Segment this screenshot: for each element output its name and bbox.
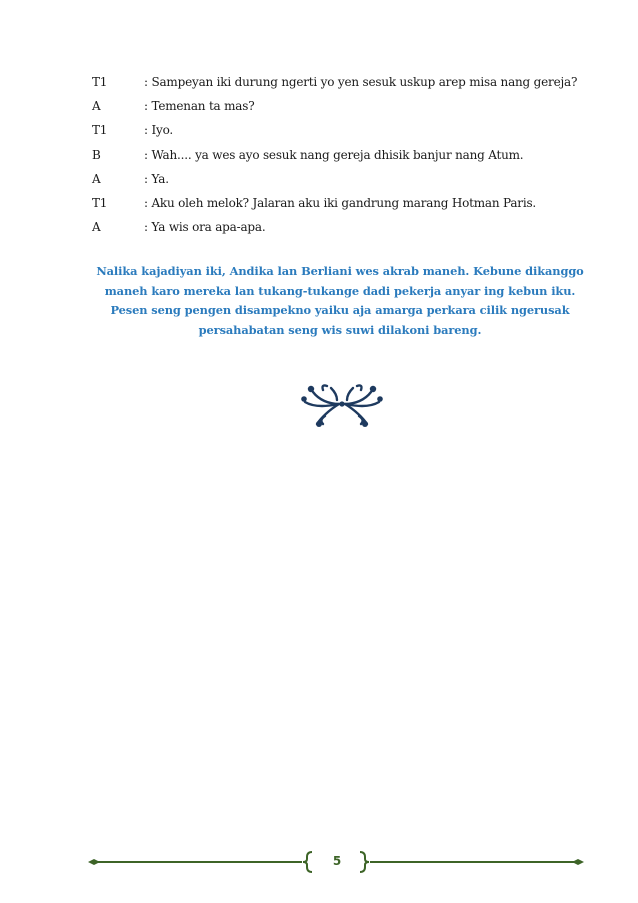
- dialogue-block: [92, 74, 592, 243]
- page-footer: [88, 848, 584, 878]
- speaker-label: B: [92, 147, 101, 162]
- speaker-label: A: [92, 99, 101, 114]
- speaker-label: T1: [92, 75, 108, 89]
- dialogue-line: [92, 195, 592, 219]
- speech-text: : Aku oleh melok? Jalaran aku iki gandrung marang Hotman Paris.: [144, 195, 537, 210]
- speaker-label: A: [92, 220, 101, 235]
- speech-text: : Sampeyan iki durung ngerti yo yen sesuk uskup arep misa nang gereja?: [144, 75, 578, 89]
- speech-text: : Ya.: [144, 171, 169, 186]
- dialogue-line: [92, 219, 592, 243]
- dialogue-line: [92, 98, 592, 122]
- page-number: 5: [332, 854, 342, 868]
- dialogue-line: [92, 74, 592, 98]
- dialogue-line: [92, 171, 592, 195]
- speaker-label: T1: [92, 195, 108, 210]
- narration-paragraph: Nalika kajadiyan iki, Andika lan Berliani wes akrab maneh. Kebune dikanggo maneh karo mereka lan tukang-tukange dadi pekerja anyar ing kebun iku. Pesen seng pengen disampekno yaiku aja amarga perkara cilik ngerusak persahabatan seng wis suwi dilakoni bareng.: [96, 264, 584, 337]
- speaker-label: T1: [92, 123, 108, 138]
- speech-text: : Temenan ta mas?: [144, 99, 255, 114]
- speech-text: : Wah.... ya wes ayo sesuk nang gereja dhisik banjur nang Atum.: [144, 147, 524, 162]
- speaker-label: A: [92, 171, 101, 186]
- speech-text: : Iyo.: [144, 123, 174, 138]
- speech-text: : Ya wis ora apa-apa.: [144, 220, 266, 235]
- dialogue-line: [92, 147, 592, 171]
- dialogue-line: [92, 122, 592, 146]
- floral-flourish-icon: [299, 380, 385, 428]
